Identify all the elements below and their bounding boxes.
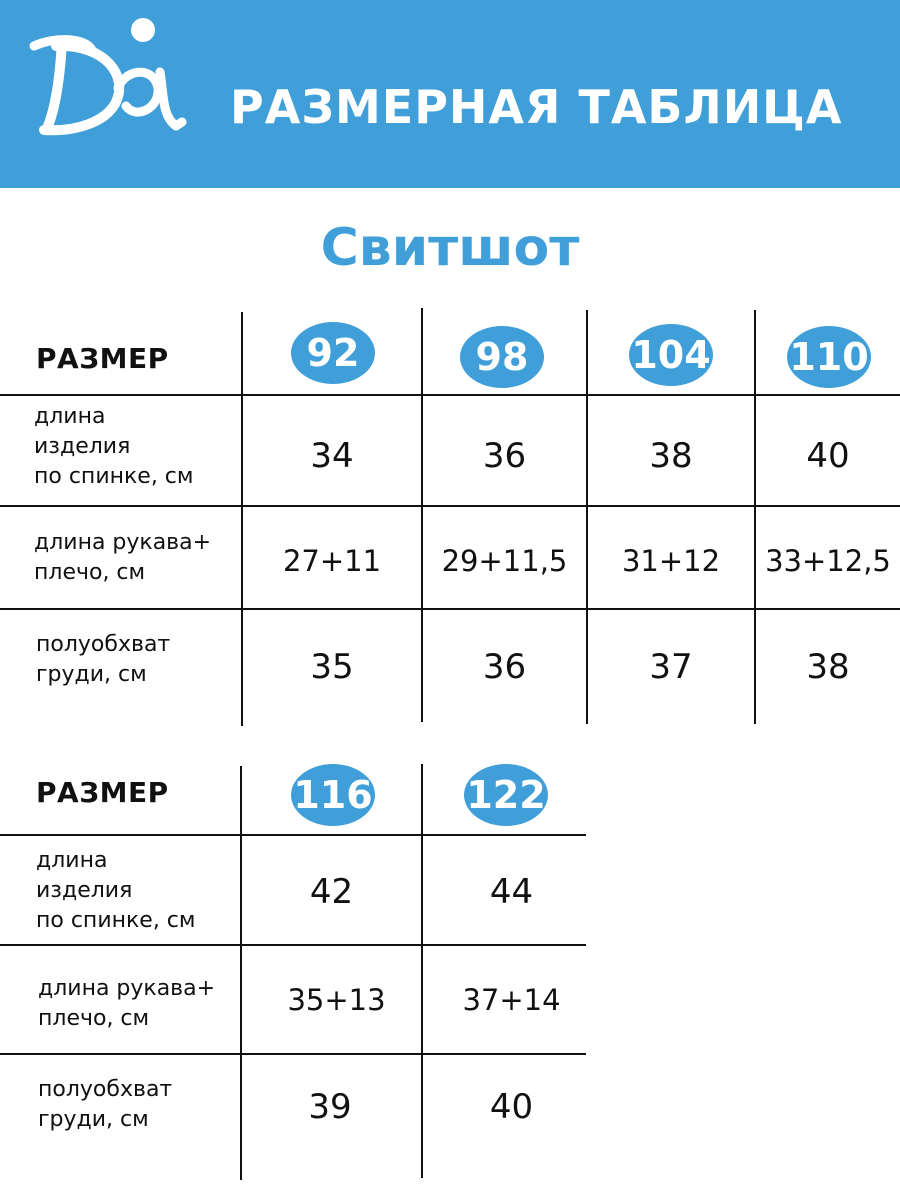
table-cell: 40: [489, 1087, 534, 1127]
table-cell: 38: [806, 647, 850, 687]
size-badge: 116: [291, 764, 375, 826]
row-label-chest: полуобхват груди, см: [38, 1077, 173, 1132]
table-divider: [0, 394, 900, 396]
table-cell: 36: [482, 436, 527, 476]
table-divider: [0, 1053, 586, 1055]
table-cell: 35+13: [287, 983, 386, 1017]
table-divider: [0, 608, 900, 610]
size-header: РАЗМЕР: [36, 342, 169, 375]
table-cell: 42: [309, 872, 354, 912]
table-divider: [0, 944, 586, 946]
table-cell: 35: [310, 647, 354, 687]
table-cell: 36: [482, 647, 527, 687]
row-label-chest: полуобхват груди, см: [36, 632, 171, 687]
row-label-sleeve: длина рукава+ плечо, см: [38, 976, 216, 1031]
size-header: РАЗМЕР: [36, 776, 169, 809]
table-divider: [0, 834, 586, 836]
table-cell: 37: [649, 647, 693, 687]
table-cell: 40: [806, 436, 850, 476]
table-cell: 37+14: [462, 983, 561, 1017]
header-banner: [0, 0, 900, 188]
table-cell: 38: [649, 436, 693, 476]
table-cell: 33+12,5: [765, 544, 891, 578]
table-cell: 31+12: [621, 544, 721, 578]
size-badge: 122: [464, 764, 548, 826]
table-divider: [0, 505, 900, 507]
table-cell: 27+11: [282, 544, 382, 578]
table-cell: 39: [308, 1087, 352, 1127]
page-title: РАЗМЕРНАЯ ТАБЛИЦА: [230, 80, 843, 134]
table-cell: 44: [489, 872, 534, 912]
row-label-sleeve: длина рукава+ плечо, см: [34, 530, 212, 585]
table-cell: 34: [310, 436, 354, 476]
size-badge: 92: [291, 322, 375, 384]
product-title: Свитшот: [320, 218, 580, 278]
row-label-length: длина изделия по спинке, см: [36, 848, 196, 933]
brand-logo-icon: [26, 16, 188, 144]
size-badge: 110: [787, 326, 871, 388]
row-label-length: длина изделия по спинке, см: [34, 404, 194, 489]
size-badge: 104: [629, 324, 713, 386]
table-cell: 29+11,5: [441, 544, 568, 578]
size-badge: 98: [460, 326, 544, 388]
